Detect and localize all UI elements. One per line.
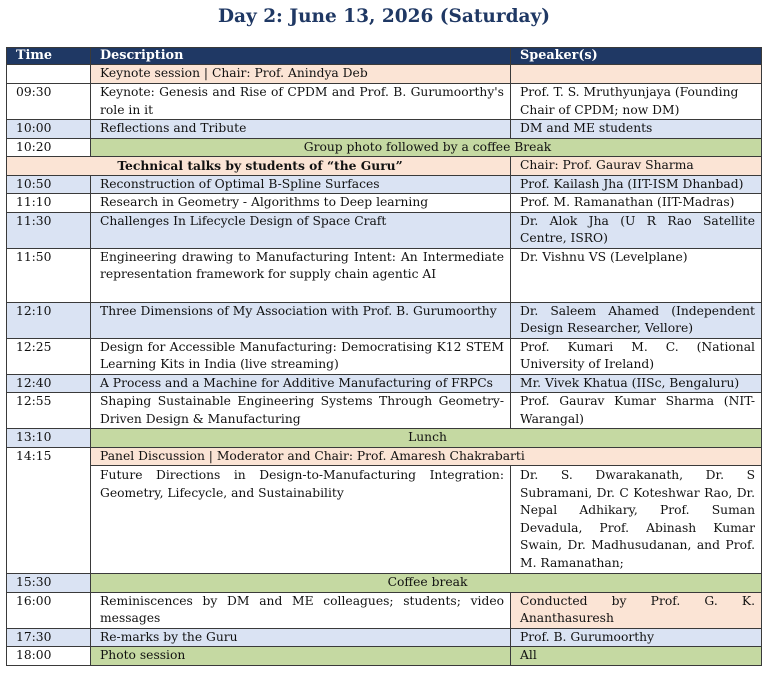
table-row — [7, 175, 762, 194]
description-cell: Engineering drawing to Manufacturing Intent: An Intermediate representation framework for supply chain agentic AI — [91, 248, 511, 302]
break-cell: Lunch — [91, 429, 762, 448]
time-cell: 12:40 — [7, 374, 91, 393]
session-header-cell: Panel Discussion | Moderator and Chair: Prof. Amaresh Chakrabarti — [91, 447, 762, 466]
speaker-cell: Prof. B. Gurumoorthy — [511, 628, 762, 647]
table-row — [7, 592, 762, 628]
description-cell: Reconstruction of Optimal B-Spline Surfaces — [91, 175, 511, 194]
speaker-cell: Prof. M. Ramanathan (IIT-Madras) — [511, 194, 762, 213]
speaker-cell: Dr. Vishnu VS (Levelplane) — [511, 248, 762, 302]
speaker-cell — [511, 65, 762, 84]
speaker-cell: Prof. Gaurav Kumar Sharma (NIT-Warangal) — [511, 393, 762, 429]
table-row — [7, 212, 762, 248]
schedule-table — [6, 47, 762, 666]
header-description: Description — [91, 48, 511, 65]
session-header-cell: Technical talks by students of “the Guru” — [7, 157, 511, 176]
description-cell: Future Directions in Design-to-Manufacturing Integration: Geometry, Lifecycle, and Sustainability — [91, 466, 511, 574]
time-cell: 12:25 — [7, 338, 91, 374]
table-row — [7, 65, 762, 84]
time-cell: 17:30 — [7, 628, 91, 647]
time-cell: 10:50 — [7, 175, 91, 194]
time-cell: 10:20 — [7, 138, 91, 157]
session-header-cell: Keynote session | Chair: Prof. Anindya Deb — [91, 65, 511, 84]
time-cell: 15:30 — [7, 574, 91, 593]
time-cell: 10:00 — [7, 120, 91, 139]
time-cell: 11:10 — [7, 194, 91, 213]
speaker-cell: Conducted by Prof. G. K. Ananthasuresh — [511, 592, 762, 628]
time-cell: 12:55 — [7, 393, 91, 429]
speaker-cell: Dr. Alok Jha (U R Rao Satellite Centre, ISRO) — [511, 212, 762, 248]
break-cell: Coffee break — [91, 574, 762, 593]
time-cell: 11:30 — [7, 212, 91, 248]
table-row — [7, 338, 762, 374]
table-row — [7, 429, 762, 448]
table-row — [7, 393, 762, 429]
break-cell: Group photo followed by a coffee Break — [91, 138, 762, 157]
time-cell: 14:15 — [7, 447, 91, 574]
table-row — [7, 84, 762, 120]
table-row — [7, 374, 762, 393]
description-cell: Three Dimensions of My Association with Prof. B. Gurumoorthy — [91, 302, 511, 338]
table-row — [7, 466, 762, 574]
table-row — [7, 647, 762, 666]
time-cell: 16:00 — [7, 592, 91, 628]
speaker-cell: Dr. Saleem Ahamed (Independent Design Researcher, Vellore) — [511, 302, 762, 338]
speaker-cell: Prof. Kailash Jha (IIT-ISM Dhanbad) — [511, 175, 762, 194]
description-cell: Photo session — [91, 647, 511, 666]
speaker-cell: DM and ME students — [511, 120, 762, 139]
time-cell: 18:00 — [7, 647, 91, 666]
table-row — [7, 194, 762, 213]
time-cell: 13:10 — [7, 429, 91, 448]
table-row — [7, 628, 762, 647]
panelists-cell: Dr. S. Dwarakanath, Dr. S Subramani, Dr. C Koteshwar Rao, Dr. Nepal Adhikary, Prof. Suman Devadula, Prof. Abinash Kumar Swain, Dr. Madhusudanan, and Prof. M. Ramanathan; — [511, 466, 762, 574]
description-cell: Challenges In Lifecycle Design of Space Craft — [91, 212, 511, 248]
time-cell: 11:50 — [7, 248, 91, 302]
description-cell: Shaping Sustainable Engineering Systems Through Geometry-Driven Design & Manufacturing — [91, 393, 511, 429]
header-time: Time — [7, 48, 91, 65]
description-cell: Reflections and Tribute — [91, 120, 511, 139]
speaker-cell: All — [511, 647, 762, 666]
table-row — [7, 248, 762, 302]
page-title: Day 2: June 13, 2026 (Saturday) — [217, 6, 551, 27]
description-cell: Design for Accessible Manufacturing: Democratising K12 STEM Learning Kits in India (live streaming) — [91, 338, 511, 374]
time-cell: 12:10 — [7, 302, 91, 338]
header-speaker: Speaker(s) — [511, 48, 762, 65]
speaker-cell: Prof. Kumari M. C. (National University of Ireland) — [511, 338, 762, 374]
description-cell: Re-marks by the Guru — [91, 628, 511, 647]
table-row — [7, 138, 762, 157]
time-cell — [7, 65, 91, 84]
description-cell: Research in Geometry - Algorithms to Deep learning — [91, 194, 511, 213]
speaker-cell: Prof. T. S. Mruthyunjaya (Founding Chair of CPDM; now DM) — [511, 84, 762, 120]
table-header-row — [7, 48, 762, 65]
description-cell: Keynote: Genesis and Rise of CPDM and Prof. B. Gurumoorthy's role in it — [91, 84, 511, 120]
description-cell: Reminiscences by DM and ME colleagues; students; video messages — [91, 592, 511, 628]
speaker-cell: Mr. Vivek Khatua (IISc, Bengaluru) — [511, 374, 762, 393]
table-row — [7, 120, 762, 139]
chair-cell: Chair: Prof. Gaurav Sharma — [511, 157, 762, 176]
table-row — [7, 302, 762, 338]
table-row — [7, 447, 762, 466]
description-cell: A Process and a Machine for Additive Manufacturing of FRPCs — [91, 374, 511, 393]
time-cell: 09:30 — [7, 84, 91, 120]
table-row — [7, 574, 762, 593]
table-row — [7, 157, 762, 176]
